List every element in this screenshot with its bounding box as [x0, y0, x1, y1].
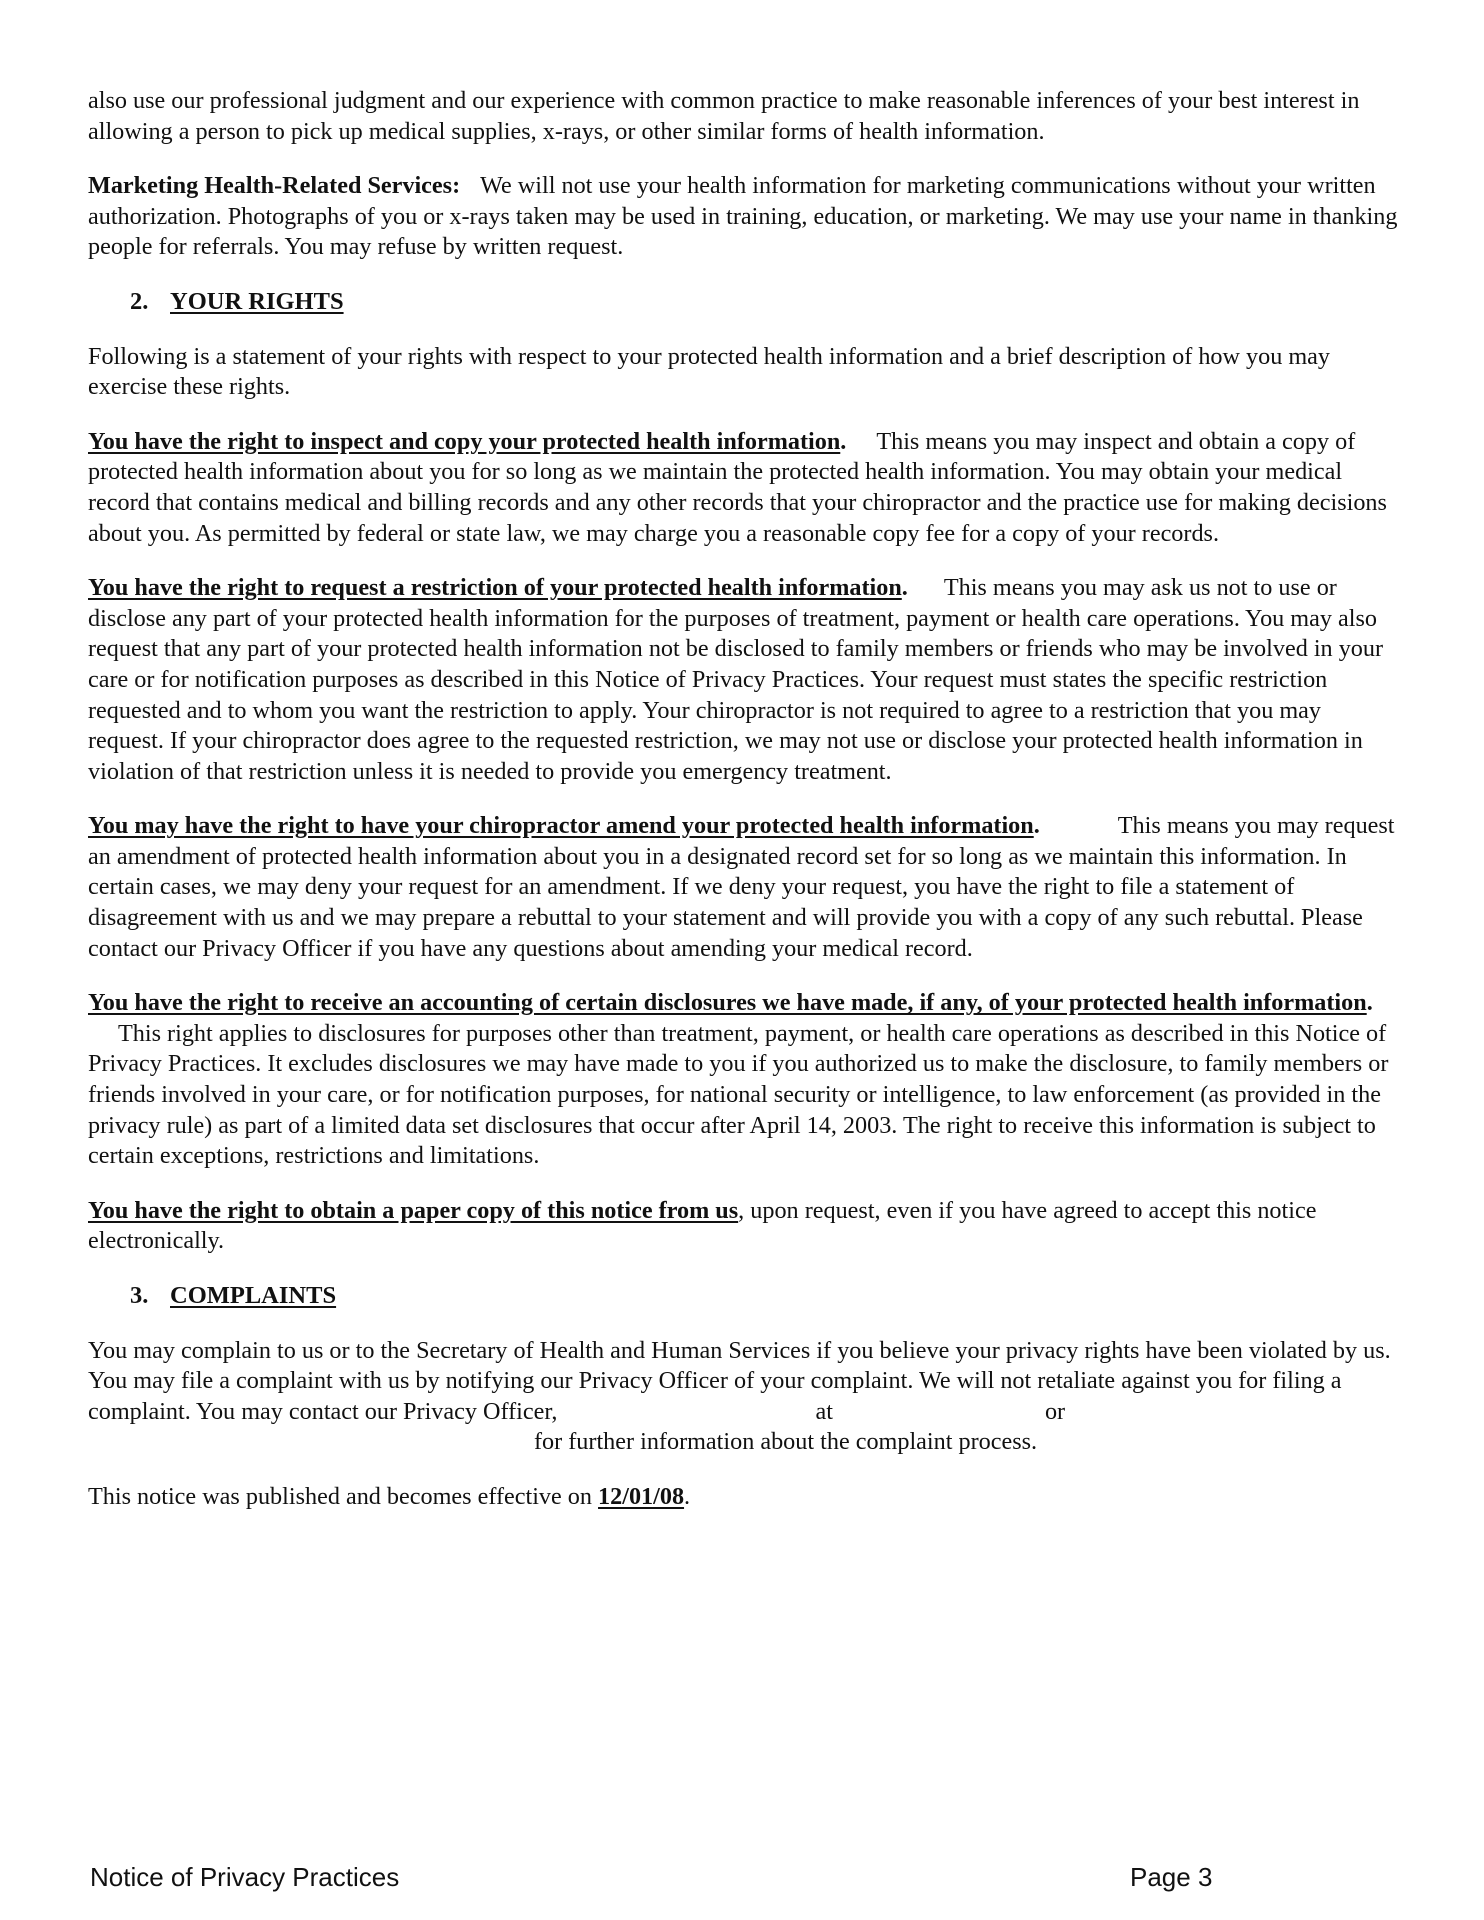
rights-heading	[88, 287, 1400, 318]
rights-title: YOUR RIGHTS	[170, 287, 344, 315]
complaints-title: COMPLAINTS	[170, 1282, 337, 1309]
right-inspect-paragraph: You have the right to inspect and copy your protected health information. This means you may inspect and obtain a copy of protected health information about you for so long as we maintain the protected health information. You may obtain your medical record that contains medical and billing records and any other records that your chiropractor and the practice use for making decisions about you. As permitted by federal or state law, we may charge you a reasonable copy fee for a copy of your records.	[88, 427, 1387, 547]
right-paper-copy-text: , upon request, even if you have agreed to accept this notice electronically.	[88, 1196, 1317, 1255]
right-inspect-text: This means you may inspect and obtain a copy of protected health information about you for so long as we maintain the protected health information. You may obtain your medical record that contains medical and billing records and any other records that your chiropractor and the practice use for making decisions about you. As permitted by federal or state law, we may charge you a reasonable copy fee for a copy of your records.	[88, 427, 1387, 547]
right-restriction-heading: You have the right to request a restriction of your protected health information	[88, 574, 902, 602]
right-restriction-text: This means you may ask us not to use or disclose any part of your protected health information for the purposes of treatment, payment or health care operations. You may also request that any part of your protected health information not be disclosed to family members or friends who may be involved in your care or for notification purposes as described in this Notice of Privacy Practices. Your request must states the specific restriction requested and to whom you want the restriction to apply. Your chiropractor is not required to agree to a restriction that you may request. If your chiropractor does agree to the requested restriction, we may not use or disclose your protected health information in violation of that restriction unless it is needed to provide you emergency treatment.	[88, 574, 1384, 785]
document-body	[88, 86, 1400, 1537]
right-amend-paragraph: You may have the right to have your chiropractor amend your protected health information. This means you may request an amendment of protected health information about you in a designated record set for so long as we maintain this information. In certain cases, we may deny your request for an amendment. If we deny your request, you have the right to file a statement of disagreement with us and we may prepare a rebuttal to your statement and will provide you with a copy of any such rebuttal. Please contact our Privacy Officer if you have any questions about amending your medical record.	[88, 812, 1395, 962]
right-accounting-heading: You have the right to receive an accounting of certain disclosures we have made, if any, of your protected health information	[88, 989, 1367, 1017]
right-accounting-text: This right applies to disclosures for purposes other than treatment, payment, or health care operations as described in this Notice of Privacy Practices. It excludes disclosures we may have made to you if you authorized us to make the disclosure, to family members or friends involved in your care, or for notification purposes, for national security or intelligence, to law enforcement (as provided in the privacy rule) as part of a limited data set disclosures that occur after April 14, 2003. The right to receive this information is subject to certain exceptions, restrictions and limitations.	[88, 1019, 1389, 1170]
footer-page-number: Page 3	[1130, 1862, 1213, 1892]
effective-date: 12/01/08	[598, 1482, 685, 1510]
right-inspect-heading: You have the right to inspect and copy your protected health information	[88, 427, 841, 455]
right-restriction-paragraph: You have the right to request a restriction of your protected health information. This means you may ask us not to use or disclose any part of your protected health information for the purposes of treatment, payment or health care operations. You may also request that any part of your protected health information not be disclosed to family members or friends who may be involved in your care or for notification purposes as described in this Notice of Privacy Practices. Your request must states the specific restriction requested and to whom you want the restriction to apply. Your chiropractor is not required to agree to a restriction that you may request. If your chiropractor does agree to the requested restriction, we may not use or disclose your protected health information in violation of that restriction unless it is needed to provide you emergency treatment.	[88, 574, 1384, 785]
marketing-text: We will not use your health information for marketing communications without your written authorization. Photographs of you or x-rays taken may be used in training, education, or marketing. We may use your name in thanking people for referrals. You may refuse by written request.	[88, 172, 1398, 261]
right-paper-copy-heading: You have the right to obtain a paper copy of this notice from us	[88, 1196, 739, 1224]
intro-paragraph: also use our professional judgment and our experience with common practice to make reasonable inferences of your best interest in allowing a person to pick up medical supplies, x-rays, or other similar forms of health information.	[88, 87, 1360, 145]
complaints-or: or	[1044, 1397, 1066, 1425]
footer-title: Notice of Privacy Practices	[90, 1862, 400, 1892]
rights-number: 2.	[130, 287, 149, 315]
right-paper-copy-paragraph	[88, 1196, 1400, 1257]
right-accounting-paragraph: You have the right to receive an accounting of certain disclosures we have made, if any, of your protected health information.This right applies to disclosures for purposes other than treatment, payment, or health care operations as described in this Notice of Privacy Practices. It excludes disclosures we may have made to you if you authorized us to make the disclosure, to family members or friends involved in your care, or for notification purposes, for national security or intelligence, to law enforcement (as provided in the privacy rule) as part of a limited data set disclosures that occur after April 14, 2003. The right to receive this information is subject to certain exceptions, restrictions and limitations.	[88, 989, 1389, 1170]
complaints-at: at	[815, 1397, 833, 1425]
effective-paragraph: This notice was published and becomes effective on 12/01/08.	[88, 1482, 691, 1510]
complaints-text-2: for further information about the complaint process.	[534, 1428, 1038, 1456]
complaints-heading	[88, 1281, 1400, 1312]
complaints-text-1: You may complain to us or to the Secretary of Health and Human Services if you believe your privacy rights have been violated by us. You may file a complaint with us by notifying our Privacy Officer of your complaint. We will not retaliate against you for filing a complaint. You may contact our Privacy Officer,	[88, 1336, 1391, 1425]
rights-intro: Following is a statement of your rights with respect to your protected health information and a brief description of how you may exercise these rights.	[88, 342, 1331, 401]
right-amend-text: This means you may request an amendment of protected health information about you in a designated record set for so long as we maintain this information. In certain cases, we may deny your request for an amendment. If we deny your request, you have the right to file a statement of disagreement with us and we may prepare a rebuttal to your statement and will provide you with a copy of any such rebuttal. Please contact our Privacy Officer if you have any questions about amending your medical record.	[88, 812, 1395, 962]
marketing-paragraph	[88, 171, 1400, 263]
complaints-paragraph	[88, 1336, 1400, 1458]
complaints-number: 3.	[130, 1282, 149, 1309]
effective-text: This notice was published and becomes effective on	[88, 1482, 592, 1510]
right-amend-heading: You may have the right to have your chiropractor amend your protected health information	[88, 812, 1034, 840]
marketing-label: Marketing Health-Related Services:	[88, 172, 461, 200]
